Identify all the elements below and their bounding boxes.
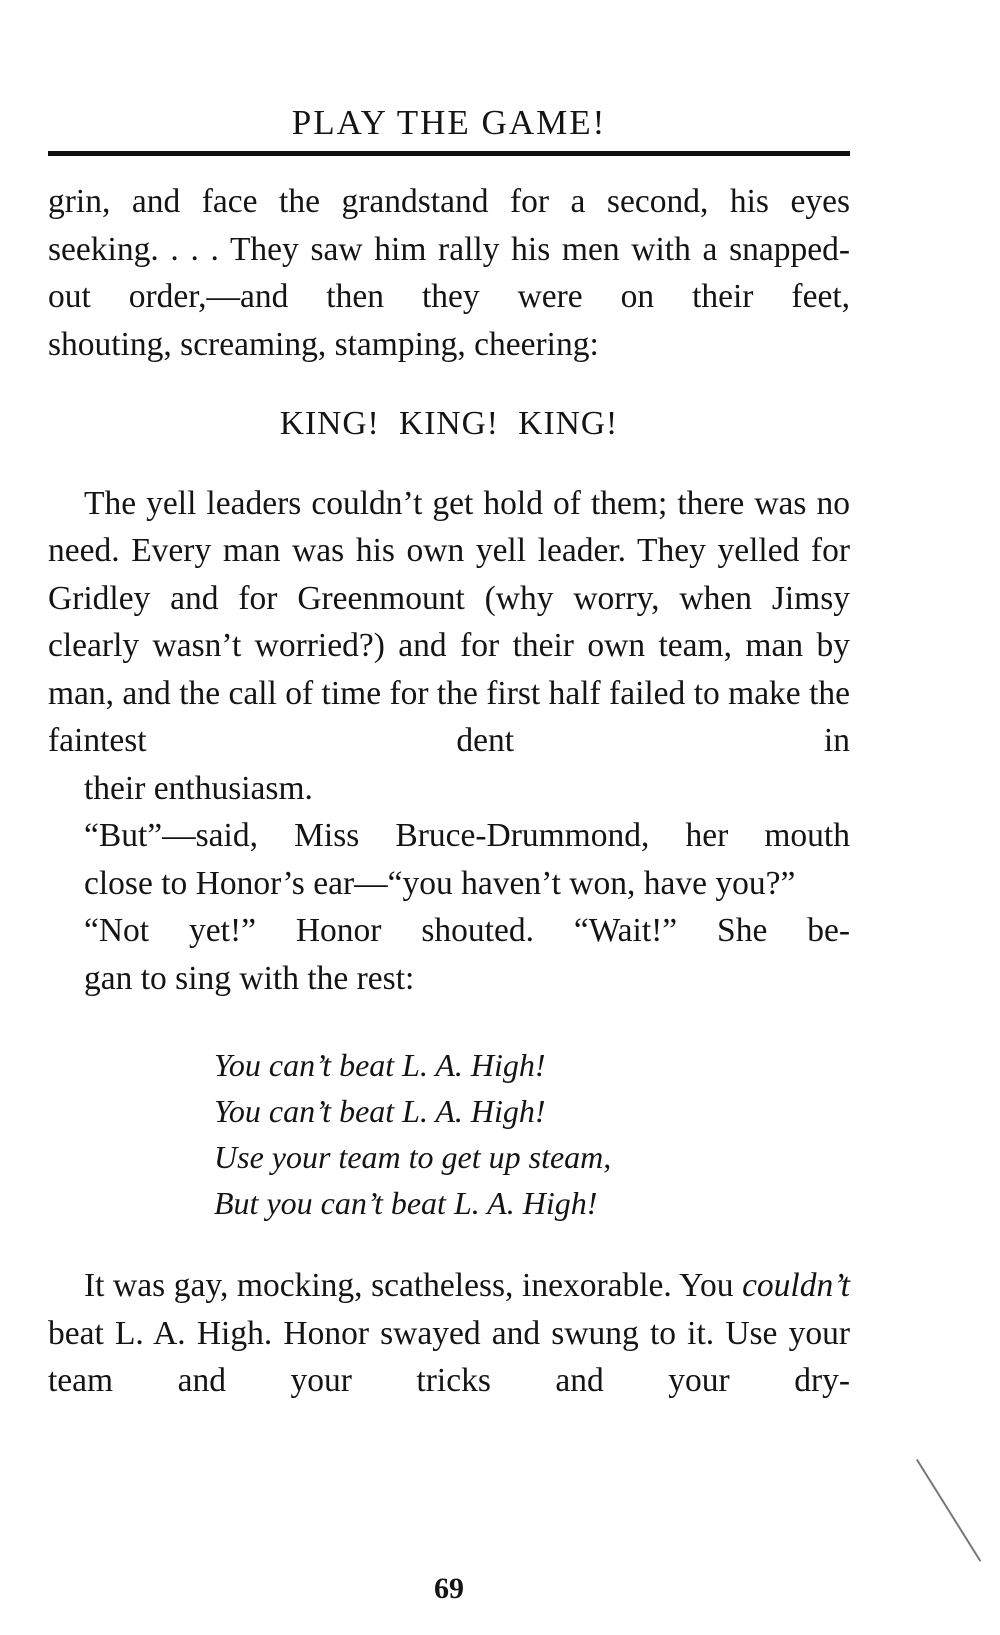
paragraph-3 [48, 812, 850, 907]
paragraph-4 [48, 907, 850, 1002]
text-line: their own team, man by man, and the call of time [48, 627, 850, 712]
text-line: “Not yet!” Honor shouted. “Wait!” She be- [84, 912, 850, 949]
paragraph-5 [48, 1262, 850, 1405]
text-fragment: beat L. A. High. Honor swayed and swung [48, 1314, 639, 1352]
paragraph-1 [48, 178, 850, 368]
text-line: They yelled for Gridley and for Greenmount (why [48, 532, 850, 617]
body-text [48, 178, 850, 1405]
page-number: 69 [434, 1572, 464, 1605]
verse-line: But you can’t beat L. A. High! [214, 1185, 598, 1221]
text-line: to it. Use your team and your tricks and your dry- [48, 1314, 850, 1399]
text-line: The yell leaders couldn’t get hold of them; there [84, 484, 745, 522]
text-line: close to Honor’s ear—“you haven’t won, have you?” [84, 864, 796, 902]
verse-line: You can’t beat L. A. High! [214, 1047, 546, 1083]
emphasis-word: couldn’t [742, 1267, 850, 1304]
running-head: PLAY THE GAME! [291, 103, 607, 142]
text-line: for the first half failed to make the faintest dent in [48, 674, 850, 759]
text-line: snapped-out order,—and then they were on their feet, [48, 230, 851, 315]
header-rule [48, 151, 850, 156]
text-line: “But”—said, Miss Bruce-Drummond, her mouth [84, 817, 850, 854]
text-line: gan to sing with the rest: [84, 959, 415, 997]
paragraph-2 [48, 480, 850, 813]
verse-block [214, 1042, 850, 1226]
text-line: seeking. . . . They saw him rally his men with a [48, 230, 718, 268]
book-page [48, 0, 850, 1635]
scan-artifact [916, 1459, 981, 1562]
text-line: worry, when Jimsy clearly wasn’t worried?) and for [48, 579, 851, 664]
verse-line: You can’t beat L. A. High! [214, 1093, 546, 1129]
text-line: shouting, screaming, stamping, cheering: [48, 325, 599, 363]
text-line: was no need. Every man was his own yell leader. [48, 484, 850, 569]
text-line: their enthusiasm. [84, 769, 313, 807]
text-line: It was gay, mocking, scatheless, inexorable. You [84, 1267, 734, 1304]
text-line: grin, and face the grandstand for a second, his eyes [48, 183, 850, 220]
cheer-line: KING! KING! KING! [279, 405, 619, 442]
verse-line: Use your team to get up steam, [214, 1139, 612, 1175]
